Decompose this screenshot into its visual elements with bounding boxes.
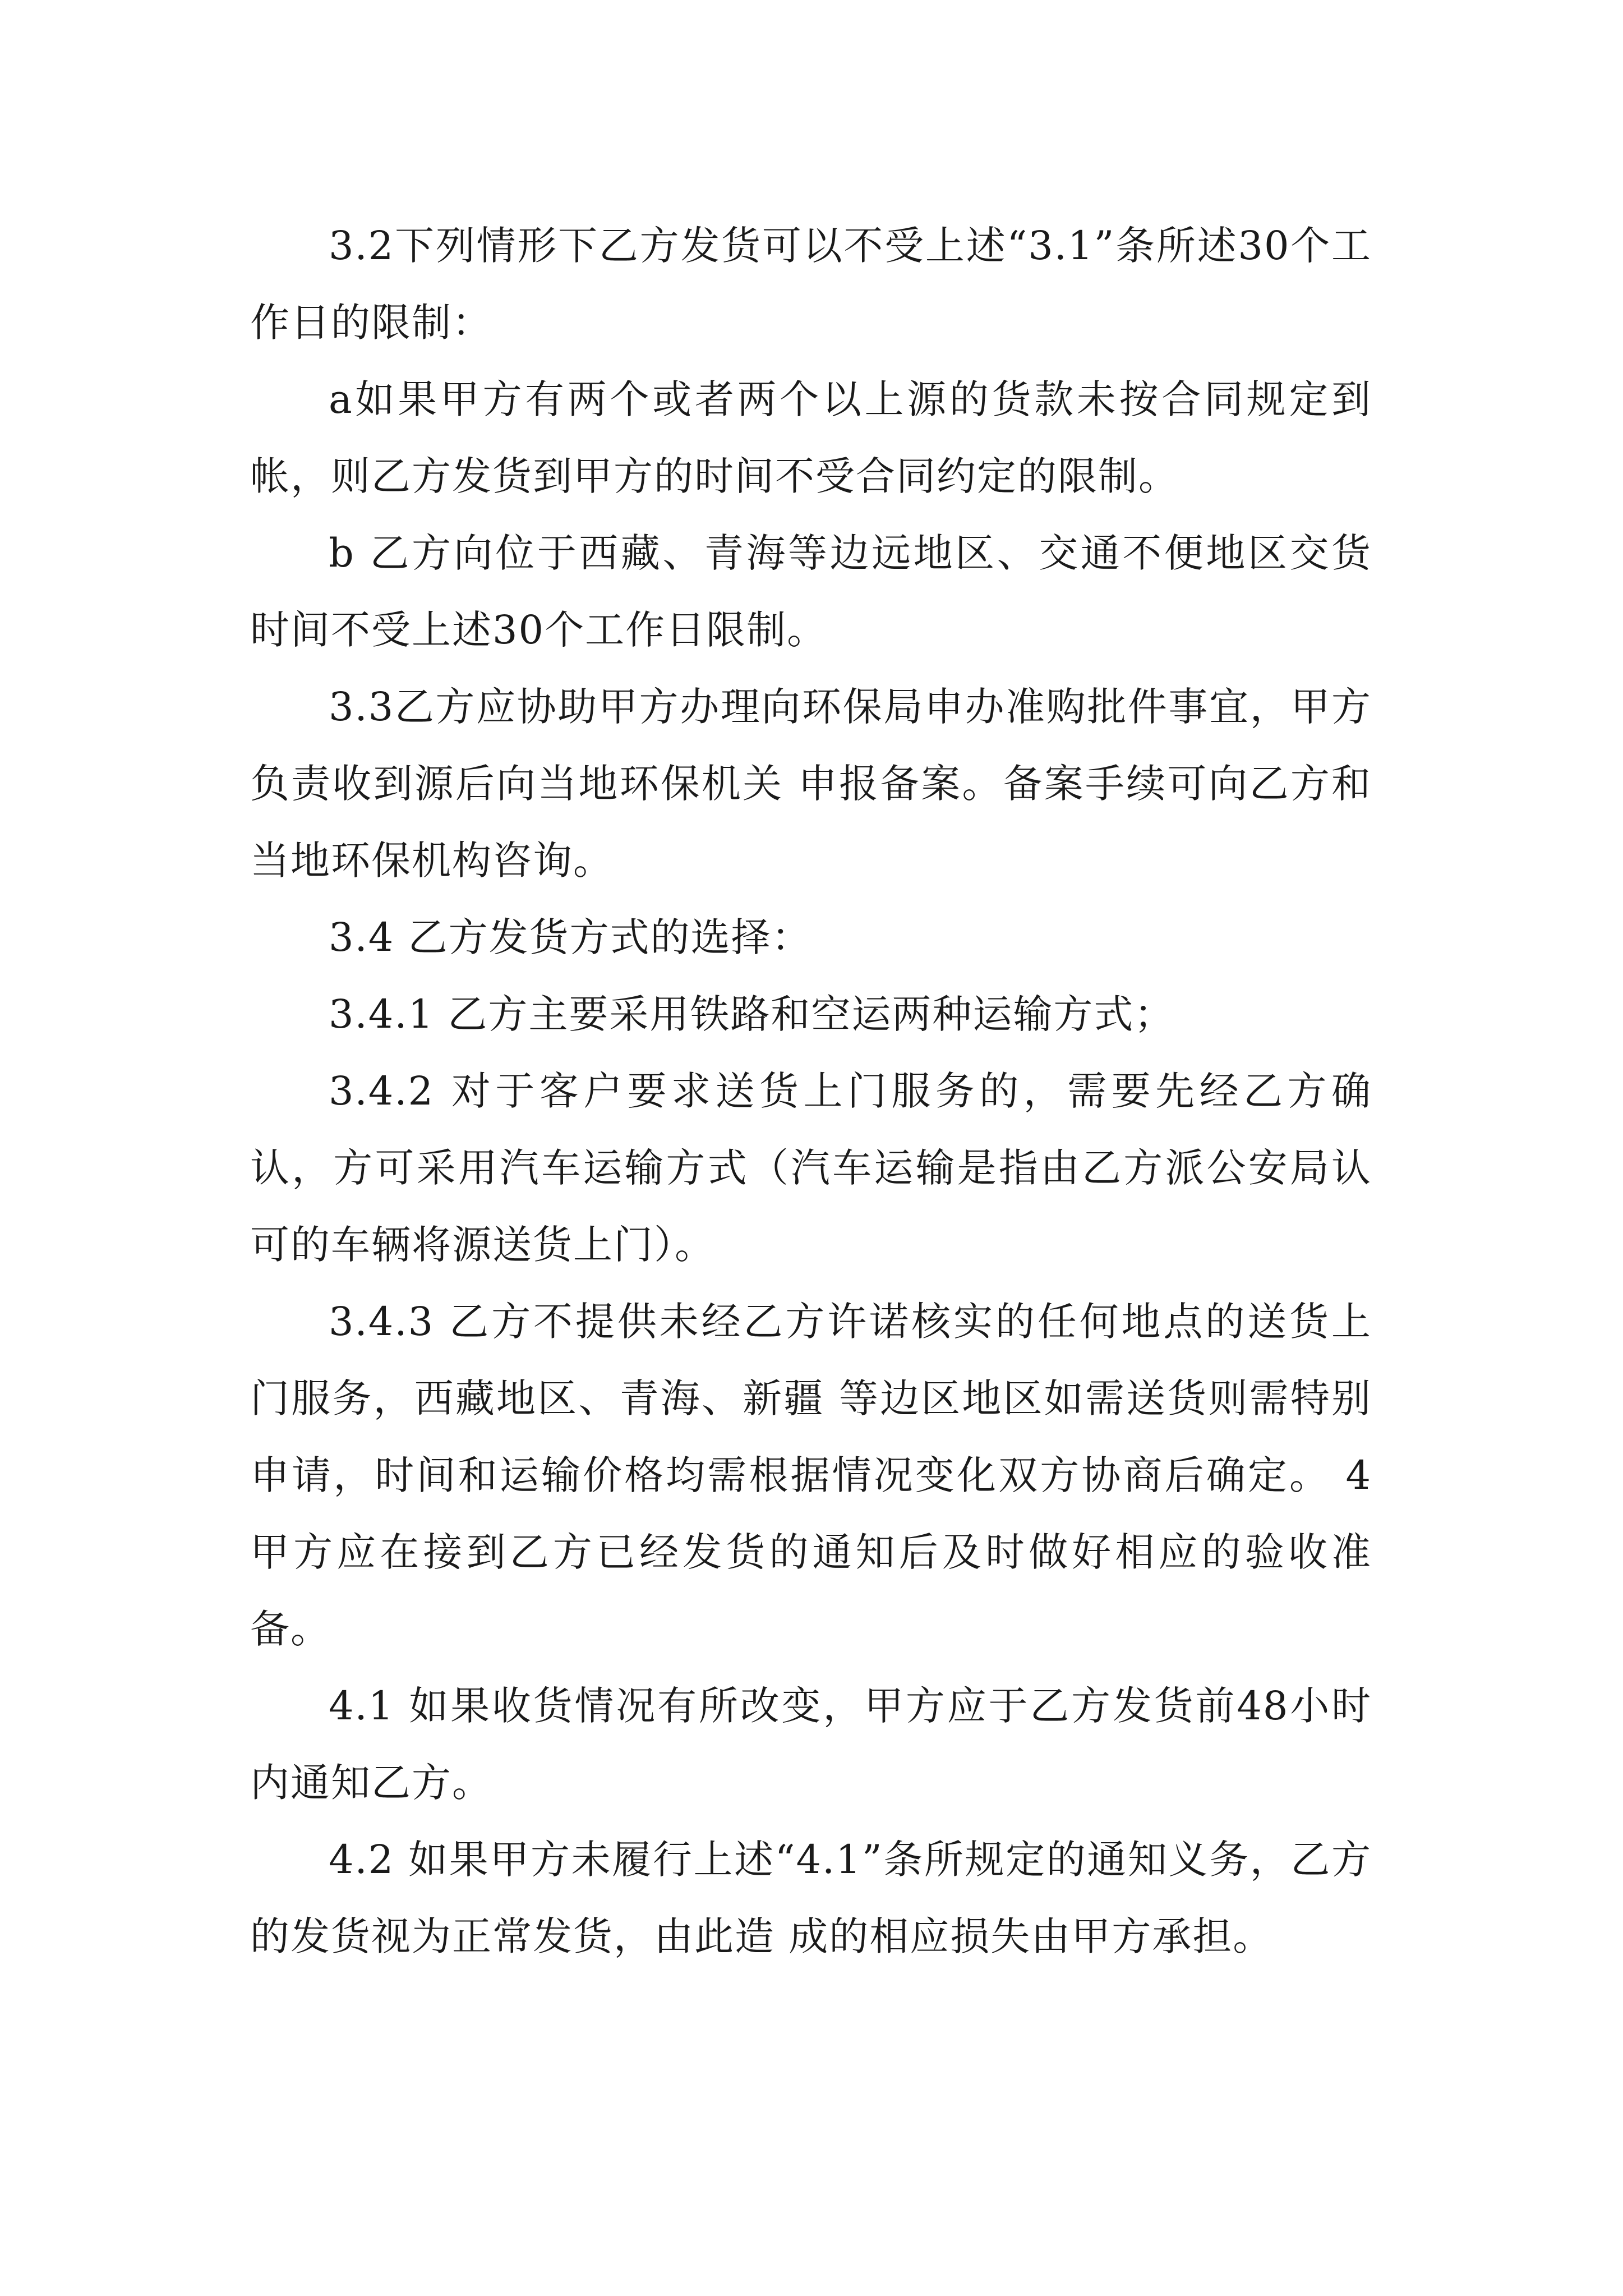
paragraph-3-4-3: 3.4.3 乙方不提供未经乙方许诺核实的任何地点的送货上门服务，西藏地区、青海、新疆 等边区地区如需送货则需特别申请，时间和运输价格均需根据情况变化双方协商后确定。 4 甲方应在接到乙方已经发货的通知后及时做好相应的验收准备。 — [250, 1299, 1386, 1652]
document-body — [250, 208, 1386, 1975]
paragraph-4-1: 4.1 如果收货情况有所改变，甲方应于乙方发货前48小时内通知乙方。 — [250, 1683, 1372, 1806]
paragraph-3-2-a: a如果甲方有两个或者两个以上源的货款未按合同规定到帐，则乙方发货到甲方的时间不受合同约定的限制。 — [250, 376, 1372, 499]
paragraph-3-4-1: 3.4.1 乙方主要采用铁路和空运两种运输方式； — [329, 991, 1175, 1037]
paragraph-3-4: 3.4 乙方发货方式的选择： — [329, 914, 812, 960]
paragraph-3-3: 3.3乙方应协助甲方办理向环保局申办准购批件事宜，甲方负责收到源后向当地环保机关 申报备案。备案手续可向乙方和当地环保机构咨询。 — [250, 684, 1372, 884]
paragraph-4-2: 4.2 如果甲方未履行上述“4.1”条所规定的通知义务，乙方的发货视为正常发货，由此造 成的相应损失由甲方承担。 — [250, 1837, 1372, 1959]
paragraph-3-2: 3.2下列情形下乙方发货可以不受上述“3.1”条所述30个工作日的限制： — [250, 223, 1372, 346]
paragraph-3-4-2: 3.4.2 对于客户要求送货上门服务的，需要先经乙方确认，方可采用汽车运输方式（汽车运输是指由乙方派公安局认可的车辆将源送货上门）。 — [250, 1068, 1372, 1268]
paragraph-3-2-b: b 乙方向位于西藏、青海等边远地区、交通不便地区交货时间不受上述30个工作日限制。 — [250, 530, 1372, 653]
